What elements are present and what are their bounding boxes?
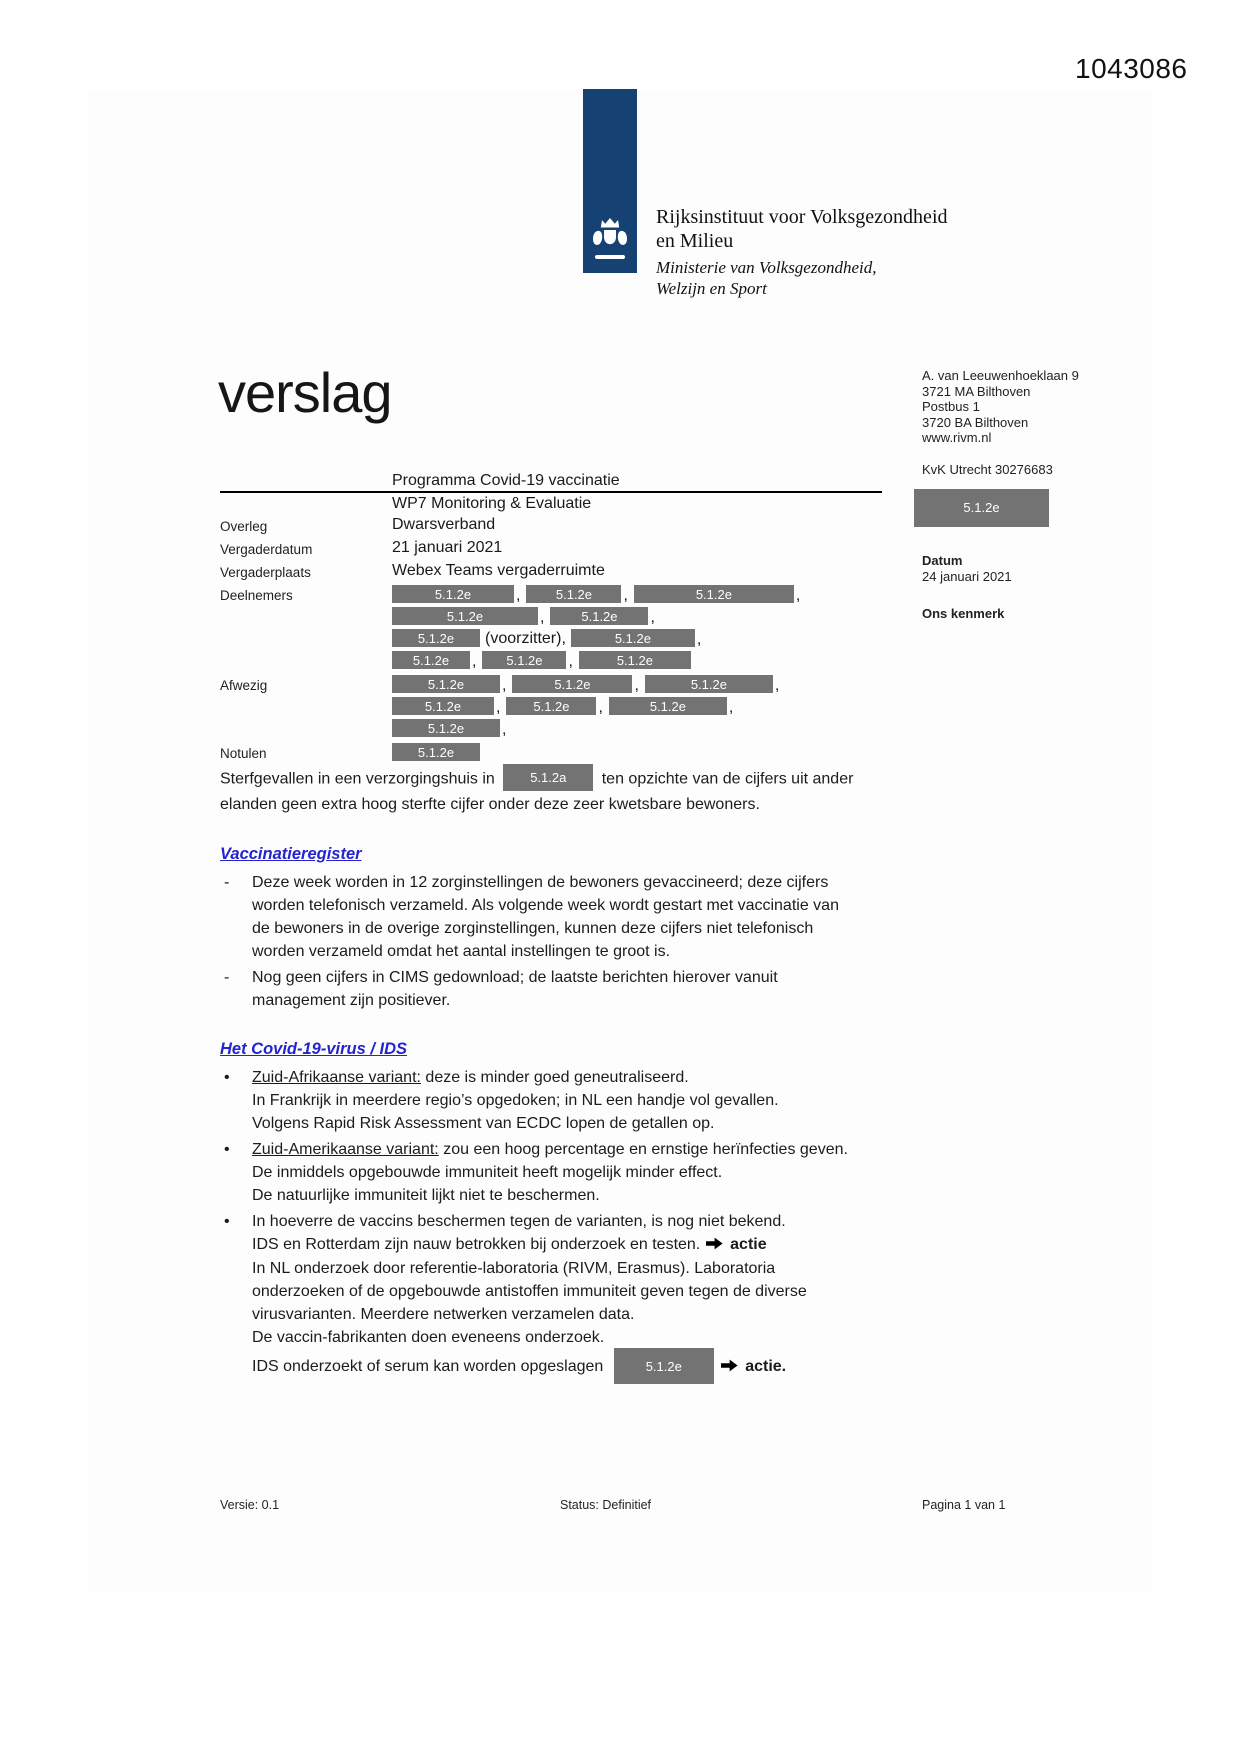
- list-item-content: [252, 1138, 848, 1207]
- deelnemers-roster: [392, 583, 882, 673]
- kenmerk-label: Ons kenmerk: [922, 606, 1005, 621]
- text-line: [252, 1326, 848, 1349]
- redaction-box: 5.1.2e: [512, 675, 632, 693]
- address-line: 3721 MA Bilthoven: [922, 383, 1031, 399]
- section-list: [220, 871, 848, 1012]
- redaction-box: 5.1.2e: [392, 697, 494, 715]
- roster-row: [392, 719, 882, 737]
- table-row-deelnemers: [220, 583, 882, 673]
- roster-row: [392, 629, 882, 647]
- redaction-box: 5.1.2e: [392, 607, 538, 625]
- meta-label: Overleg: [220, 519, 268, 534]
- section-list: [220, 1066, 848, 1385]
- list-item: [220, 966, 848, 1012]
- text-line: [252, 1184, 848, 1207]
- list-item: [220, 1210, 848, 1385]
- meta-value: Webex Teams vergaderruimte: [392, 562, 605, 579]
- list-item-content: [252, 1066, 848, 1135]
- separator-text: ,: [502, 721, 507, 738]
- text-segment: De natuurlijke immuniteit lijkt niet te beschermen.: [252, 1187, 600, 1204]
- kvk-number: KvK Utrecht 30276683: [922, 461, 1053, 477]
- roster-row: [392, 607, 882, 625]
- separator-text: ,: [623, 587, 628, 604]
- separator-text: ,: [795, 587, 801, 604]
- redaction-box: 5.1.2e: [609, 697, 727, 715]
- separator-text: ,: [696, 631, 702, 648]
- list-marker: •: [224, 1141, 230, 1158]
- table-row-notulen: [220, 741, 882, 765]
- list-marker: -: [224, 874, 230, 891]
- section-heading: Vaccinatieregister: [220, 845, 362, 863]
- document-number: 1043086: [1075, 53, 1188, 84]
- list-item-content: [252, 966, 848, 1012]
- text-segment: Nog geen cijfers in CIMS gedownload; de laatste berichten hierover vanuit management zijn positiever.: [252, 969, 778, 1009]
- text-line: [252, 1210, 848, 1233]
- meta-label: Afwezig: [220, 678, 268, 693]
- meta-label: Vergaderdatum: [220, 542, 313, 557]
- rivm-logo: [583, 89, 948, 299]
- text-segment: Sterfgevallen in een verzorgingshuis in: [220, 770, 500, 788]
- redaction-box: 5.1.2e: [392, 719, 500, 737]
- text-line: [252, 966, 848, 1012]
- text-line: [252, 1066, 848, 1089]
- redaction-box: 5.1.2e: [392, 675, 500, 693]
- redaction-box: 5.1.2e: [571, 629, 695, 647]
- text-line: [252, 1233, 848, 1257]
- notulen-roster: [392, 741, 882, 765]
- separator-text: ,: [650, 609, 655, 626]
- text-segment: ten opzichte van de cijfers uit ander elanden geen extra hoog sterfte cijfer onder deze zeer kwetsbare bewoners.: [220, 770, 854, 813]
- table-row: [220, 514, 882, 537]
- sidebar: [922, 368, 1150, 622]
- page-title: verslag: [218, 361, 392, 424]
- redaction-box: 5.1.2e: [634, 585, 794, 603]
- list-item: [220, 1066, 848, 1135]
- redaction-box: 5.1.2e: [392, 629, 480, 647]
- rivm-crest-icon: [590, 211, 630, 263]
- text-segment: zou een hoog percentage en ernstige herïnfecties geven. De inmiddels opgebouwde immuniteit heeft mogelijk minder effect.: [252, 1141, 848, 1181]
- roster-row: [392, 675, 882, 693]
- text-segment: deze is minder goed geneutraliseerd.: [420, 1069, 689, 1086]
- list-item-content: [252, 871, 848, 963]
- meta-label: Notulen: [220, 746, 267, 761]
- logo-text: [656, 205, 948, 299]
- address-line: A. van Leeuwenhoeklaan 9: [922, 368, 1079, 383]
- logo-org-line2: en Milieu: [656, 230, 734, 252]
- separator-text: ,: [568, 653, 573, 670]
- redaction-box: 5.1.2e: [550, 607, 648, 625]
- meta-label: [220, 493, 392, 514]
- afwezig-roster: [392, 673, 882, 741]
- separator-text: (voorzitter),: [485, 630, 566, 647]
- meta-label: Deelnemers: [220, 588, 293, 603]
- table-row: [220, 470, 882, 493]
- roster-row: [392, 585, 882, 603]
- text-segment: IDS onderzoekt of serum kan worden opgeslagen: [252, 1358, 608, 1376]
- separator-text: ,: [728, 699, 734, 716]
- action-arrow-icon: [706, 1234, 723, 1257]
- text-segment: In hoeverre de vaccins beschermen tegen de varianten, is nog niet bekend.: [252, 1213, 786, 1230]
- redaction-box: 5.1.2e: [392, 743, 480, 761]
- meeting-meta-table: [220, 470, 882, 765]
- text-segment: In NL onderzoek door referentie-laboratoria (RIVM, Erasmus). Laboratoria onderzoeken of de opgebouwde antistoffen immuniteit geven tegen de diverse virusvarianten. Meerdere netwerken verzamelen data.: [252, 1260, 807, 1323]
- separator-text: ,: [516, 587, 521, 604]
- redaction-box: 5.1.2e: [526, 585, 621, 603]
- footer-page-number: Pagina 1 van 1: [922, 1498, 1006, 1512]
- list-item-content: [252, 1210, 848, 1385]
- text-line: [252, 1112, 848, 1135]
- intro-paragraph: [220, 766, 860, 816]
- text-line: [252, 871, 848, 963]
- action-arrow-icon: [721, 1356, 738, 1379]
- footer-version: Versie: 0.1: [220, 1498, 280, 1512]
- separator-text: ,: [598, 699, 603, 716]
- address-line: Postbus 1: [922, 399, 980, 414]
- text-line: [252, 1257, 848, 1326]
- section-covid-virus-ids: [220, 1040, 848, 1388]
- text-segment: actie.: [740, 1358, 787, 1376]
- separator-text: ,: [774, 677, 780, 694]
- redaction-box: 5.1.2e: [645, 675, 773, 693]
- list-marker: •: [224, 1213, 230, 1230]
- list-marker: •: [224, 1069, 230, 1086]
- text-segment: Volgens Rapid Risk Assessment van ECDC lopen de getallen op.: [252, 1115, 715, 1132]
- list-item: [220, 1138, 848, 1207]
- datum-value: 24 januari 2021: [922, 568, 1012, 584]
- website-url: www.rivm.nl: [922, 430, 992, 445]
- separator-text: ,: [634, 677, 639, 694]
- roster-row: [392, 743, 882, 761]
- meta-label: Vergaderplaats: [220, 565, 311, 580]
- section-heading: Het Covid-19-virus / IDS: [220, 1040, 408, 1058]
- meta-value: 21 januari 2021: [392, 539, 503, 556]
- list-item: [220, 871, 848, 963]
- separator-text: ,: [496, 699, 501, 716]
- text-segment: Deze week worden in 12 zorginstellingen de bewoners gevaccineerd; deze cijfers worden telefonisch verzameld. Als volgende week wordt gestart met vaccinatie van de bewoners in de overige zorginstellingen, kunnen deze cijfers niet telefonisch worden verzameld omdat het aantal instellingen te groot is.: [252, 874, 839, 960]
- table-row: [220, 560, 882, 583]
- redaction-box: 5.1.2e: [506, 697, 596, 715]
- text-line: [252, 1349, 848, 1385]
- redaction-box: 5.1.2e: [614, 1348, 714, 1384]
- redaction-box: 5.1.2e: [914, 489, 1049, 527]
- address-line: 3720 BA Bilthoven: [922, 414, 1029, 430]
- roster-row: [392, 697, 882, 715]
- section-vaccinatieregister: [220, 845, 848, 1015]
- text-segment: Zuid-Afrikaanse variant:: [252, 1069, 421, 1086]
- list-marker: -: [224, 969, 230, 986]
- logo-org-line1: Rijksinstituut voor Volksgezondheid: [656, 206, 948, 228]
- table-row-afwezig: [220, 673, 882, 741]
- logo-bar: [583, 89, 637, 273]
- redaction-box: 5.1.2e: [392, 651, 470, 669]
- meta-value: Dwarsverband: [392, 516, 496, 533]
- text-line: [252, 1089, 848, 1112]
- roster-row: [392, 651, 882, 669]
- separator-text: ,: [502, 677, 507, 694]
- redaction-box: 5.1.2e: [482, 651, 566, 669]
- separator-text: ,: [540, 609, 545, 626]
- sidebar-redaction: [914, 489, 1150, 527]
- table-row: [220, 493, 882, 514]
- text-segment: In Frankrijk in meerdere regio’s opgedoken; in NL een handje vol gevallen.: [252, 1092, 779, 1109]
- meta-value: WP7 Monitoring & Evaluatie: [392, 495, 592, 512]
- redaction-box: 5.1.2e: [579, 651, 691, 669]
- text-segment: De vaccin-fabrikanten doen eveneens onderzoek.: [252, 1329, 605, 1346]
- text-segment: IDS en Rotterdam zijn nauw betrokken bij onderzoek en testen.: [252, 1236, 705, 1253]
- text-segment: Zuid-Amerikaanse variant:: [252, 1141, 439, 1158]
- text-line: [252, 1138, 848, 1184]
- separator-text: ,: [472, 653, 477, 670]
- datum-label: Datum: [922, 553, 963, 568]
- logo-ministry-line1: Ministerie van Volksgezondheid,: [656, 258, 877, 277]
- redaction-box: 5.1.2a: [503, 764, 593, 791]
- text-segment: actie: [725, 1236, 767, 1253]
- redaction-box: 5.1.2e: [392, 585, 514, 603]
- program-title: Programma Covid-19 vaccinatie: [392, 472, 620, 489]
- meta-label: [220, 470, 392, 491]
- logo-ministry-line2: Welzijn en Sport: [656, 279, 767, 298]
- footer-status: Status: Definitief: [560, 1498, 652, 1512]
- table-row: [220, 537, 882, 560]
